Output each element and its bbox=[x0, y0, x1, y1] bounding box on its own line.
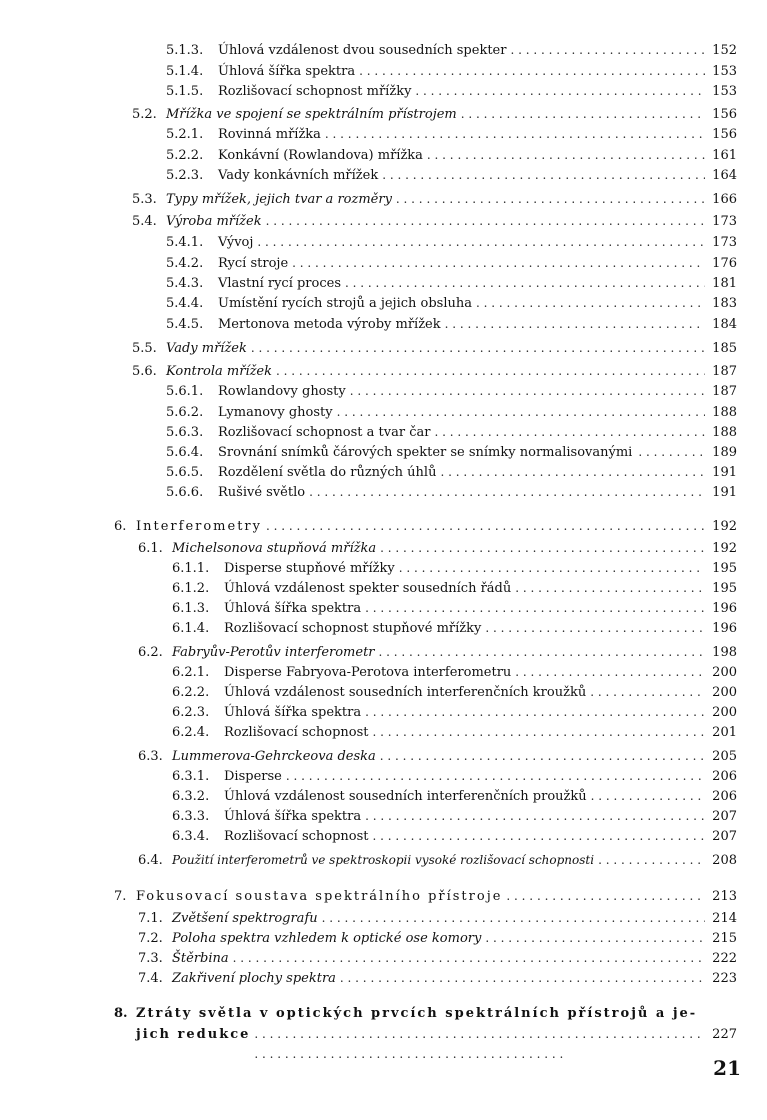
entry-number: 6.1.2. bbox=[172, 581, 210, 596]
toc-entry bbox=[166, 381, 737, 401]
leader-dots bbox=[399, 558, 705, 578]
leader-dots bbox=[445, 314, 705, 334]
entry-page: 183 bbox=[712, 296, 737, 311]
toc-chapter bbox=[114, 516, 737, 536]
entry-title: Vývoj bbox=[218, 235, 254, 250]
entry-page: 207 bbox=[712, 829, 737, 844]
entry-title: Použití interferometrů ve spektroskopii vysoké rozlišovací schopnosti bbox=[172, 853, 595, 867]
entry-number: 6.2.3. bbox=[172, 705, 210, 720]
entry-number: 5.4.4. bbox=[166, 296, 204, 311]
toc-entry bbox=[172, 662, 737, 682]
entry-title: Úhlová šířka spektra bbox=[218, 64, 356, 79]
entry-title: Mřížka ve spojení se spektrálním přístrojem bbox=[166, 107, 457, 122]
entry-number: 7.1. bbox=[138, 911, 163, 926]
leader-dots bbox=[598, 850, 705, 870]
entry-page: 196 bbox=[712, 601, 737, 616]
entry-title: Disperse Fabryova-Perotova interferometru bbox=[224, 665, 512, 680]
toc-entry bbox=[132, 361, 737, 381]
toc-entry bbox=[166, 145, 737, 165]
entry-title: Rowlandovy ghosty bbox=[218, 384, 346, 399]
entry-page: 188 bbox=[712, 405, 737, 420]
toc-entry bbox=[166, 462, 737, 482]
leader-dots bbox=[365, 702, 705, 722]
toc-entry bbox=[166, 442, 737, 462]
entry-title: Vady konkávních mřížek bbox=[218, 168, 379, 183]
entry-page: 213 bbox=[712, 889, 737, 904]
entry-title: Interferometry bbox=[136, 519, 262, 534]
entry-title: Vlastní rycí proces bbox=[218, 276, 341, 291]
chapter-8-line-2 bbox=[114, 1024, 737, 1064]
entry-number: 6.2.1. bbox=[172, 665, 210, 680]
entry-page: 164 bbox=[712, 168, 737, 183]
entry-title: Typy mřížek, jejich tvar a rozměry bbox=[166, 192, 392, 207]
leader-dots bbox=[251, 338, 705, 358]
entry-page: 195 bbox=[712, 561, 737, 576]
entry-number: 5.2.2. bbox=[166, 148, 204, 163]
leader-dots bbox=[233, 948, 705, 968]
leader-dots bbox=[382, 165, 705, 185]
page-number: 21 bbox=[713, 1056, 741, 1080]
leader-dots bbox=[276, 361, 705, 381]
toc-entry bbox=[166, 40, 737, 60]
leader-dots bbox=[254, 1024, 705, 1064]
entry-number: 6.2.2. bbox=[172, 685, 210, 700]
entry-page: 156 bbox=[712, 107, 737, 122]
entry-title: Lymanovy ghosty bbox=[218, 405, 333, 420]
entry-title: Konkávní (Rowlandova) mřížka bbox=[218, 148, 423, 163]
leader-dots bbox=[476, 293, 705, 313]
leader-dots bbox=[427, 145, 705, 165]
leader-dots bbox=[638, 442, 703, 462]
toc-entry bbox=[138, 928, 737, 948]
leader-dots bbox=[309, 482, 705, 502]
leader-dots bbox=[510, 40, 705, 60]
leader-dots bbox=[485, 618, 705, 638]
entry-number: 5.6.6. bbox=[166, 485, 204, 500]
toc-entry bbox=[166, 165, 737, 185]
entry-number: 6.1.1. bbox=[172, 561, 210, 576]
entry-number: 5.6.2. bbox=[166, 405, 204, 420]
entry-title: Vady mřížek bbox=[166, 341, 247, 356]
entry-page: 214 bbox=[712, 911, 737, 926]
entry-title: Výroba mřížek bbox=[166, 214, 262, 229]
leader-dots bbox=[380, 746, 705, 766]
entry-number: 5.3. bbox=[132, 192, 157, 207]
entry-title: Zvětšení spektrografu bbox=[172, 911, 318, 926]
entry-title: Rozlišovací schopnost stupňové mřížky bbox=[224, 621, 482, 636]
entry-number: 5.4. bbox=[132, 214, 157, 229]
entry-page: 206 bbox=[712, 789, 737, 804]
entry-page: 207 bbox=[712, 809, 737, 824]
toc-entry bbox=[172, 766, 737, 786]
leader-dots bbox=[340, 968, 705, 988]
leader-dots bbox=[359, 61, 705, 81]
leader-dots bbox=[461, 104, 705, 124]
entry-number: 5.6.4. bbox=[166, 445, 204, 460]
toc-entry bbox=[132, 104, 737, 124]
entry-title: Kontrola mřížek bbox=[166, 364, 272, 379]
leader-dots bbox=[350, 381, 705, 401]
entry-number: 5.6.5. bbox=[166, 465, 204, 480]
leader-dots bbox=[373, 826, 705, 846]
entry-number: 5.4.3. bbox=[166, 276, 204, 291]
entry-number: 5.6.3. bbox=[166, 425, 204, 440]
leader-dots bbox=[434, 422, 705, 442]
entry-page: 227 bbox=[712, 1027, 737, 1042]
toc-entry bbox=[166, 124, 737, 144]
entry-page: 215 bbox=[712, 931, 737, 946]
entry-page: 196 bbox=[712, 621, 737, 636]
entry-page: 184 bbox=[712, 317, 737, 332]
entry-number: 7.2. bbox=[138, 931, 163, 946]
toc-entry bbox=[166, 232, 737, 252]
entry-title: Úhlová vzdálenost sousedních interferenčních proužků bbox=[224, 789, 587, 804]
entry-number: 6.4. bbox=[138, 853, 163, 868]
entry-page: 173 bbox=[712, 214, 737, 229]
leader-dots bbox=[380, 538, 705, 558]
toc-entry bbox=[166, 81, 737, 101]
entry-number: 6.1.3. bbox=[172, 601, 210, 616]
leader-dots bbox=[337, 402, 705, 422]
entry-title: Poloha spektra vzhledem k optické ose komory bbox=[172, 931, 482, 946]
leader-dots bbox=[506, 886, 705, 906]
leader-dots bbox=[515, 662, 705, 682]
entry-page: 198 bbox=[712, 645, 737, 660]
toc-entry bbox=[132, 338, 737, 358]
toc-entry bbox=[166, 293, 737, 313]
toc-entry bbox=[172, 578, 737, 598]
entry-title: Rozdělení světla do různých úhlů bbox=[218, 465, 437, 480]
leader-dots bbox=[485, 928, 705, 948]
leader-dots bbox=[266, 516, 705, 536]
entry-title: Rozlišovací schopnost mřížky bbox=[218, 84, 412, 99]
entry-page: 187 bbox=[712, 384, 737, 399]
entry-title: Umístění rycích strojů a jejich obsluha bbox=[218, 296, 473, 311]
toc-entry bbox=[172, 598, 737, 618]
toc-entry bbox=[166, 273, 737, 293]
entry-title: Disperse stupňové mřížky bbox=[224, 561, 395, 576]
entry-number: 6.1. bbox=[138, 541, 163, 556]
toc-entry bbox=[138, 850, 737, 870]
entry-page: 200 bbox=[712, 705, 737, 720]
entry-number: 6.2.4. bbox=[172, 725, 210, 740]
entry-number: 5.6.1. bbox=[166, 384, 204, 399]
toc-entry bbox=[132, 211, 737, 231]
toc-entry bbox=[172, 702, 737, 722]
entry-title: Úhlová vzdálenost dvou sousedních spekter bbox=[218, 43, 507, 58]
entry-title: Disperse bbox=[224, 769, 282, 784]
entry-number: 7.3. bbox=[138, 951, 163, 966]
entry-title: Rovinná mřížka bbox=[218, 127, 321, 142]
toc-entry bbox=[172, 722, 737, 742]
entry-title: Úhlová šířka spektra bbox=[224, 601, 362, 616]
toc-entry bbox=[172, 682, 737, 702]
entry-page: 205 bbox=[712, 749, 737, 764]
toc-entry bbox=[138, 908, 737, 928]
entry-number: 5.2.3. bbox=[166, 168, 204, 183]
entry-page: 208 bbox=[712, 853, 737, 868]
entry-page: 192 bbox=[712, 519, 737, 534]
entry-title: Fabryův-Perotův interferometr bbox=[172, 645, 375, 660]
leader-dots bbox=[591, 786, 705, 806]
entry-title: Úhlová šířka spektra bbox=[224, 809, 362, 824]
entry-page: 201 bbox=[712, 725, 737, 740]
toc-entry bbox=[172, 826, 737, 846]
entry-title: Michelsonova stupňová mřížka bbox=[172, 541, 377, 556]
entry-title: Srovnání snímků čárových spekter se snímky normalisovanými bbox=[218, 445, 633, 460]
toc-entry bbox=[138, 948, 737, 968]
entry-number: 5.1.5. bbox=[166, 84, 204, 99]
toc-entry bbox=[166, 402, 737, 422]
toc-entry bbox=[138, 642, 737, 662]
entry-title: Štěrbina bbox=[172, 951, 229, 966]
entry-page: 189 bbox=[712, 445, 737, 460]
leader-dots bbox=[257, 232, 705, 252]
entry-page: 192 bbox=[712, 541, 737, 556]
entry-page: 223 bbox=[712, 971, 737, 986]
leader-dots bbox=[440, 462, 705, 482]
entry-page: 206 bbox=[712, 769, 737, 784]
entry-page: 191 bbox=[712, 465, 737, 480]
entry-page: 191 bbox=[712, 485, 737, 500]
entry-number: 7. bbox=[114, 889, 127, 904]
entry-title: Rozlišovací schopnost a tvar čar bbox=[218, 425, 431, 440]
entry-number: 5.4.5. bbox=[166, 317, 204, 332]
toc-chapter bbox=[114, 1004, 737, 1064]
entry-page: 153 bbox=[712, 64, 737, 79]
entry-title-line-2: jich redukce bbox=[136, 1027, 251, 1042]
entry-number: 5.2. bbox=[132, 107, 157, 122]
leader-dots bbox=[379, 642, 705, 662]
entry-number: 8. bbox=[114, 1006, 128, 1021]
chapter-8-line-1 bbox=[114, 1004, 737, 1024]
entry-title: Úhlová šířka spektra bbox=[224, 705, 362, 720]
toc-entry bbox=[166, 314, 737, 334]
leader-dots bbox=[415, 81, 705, 101]
entry-number: 6.3. bbox=[138, 749, 163, 764]
leader-dots bbox=[325, 124, 705, 144]
entry-number: 5.2.1. bbox=[166, 127, 204, 142]
entry-page: 176 bbox=[712, 256, 737, 271]
toc-entry bbox=[166, 482, 737, 502]
leader-dots bbox=[345, 273, 705, 293]
entry-page: 200 bbox=[712, 665, 737, 680]
toc-entry bbox=[172, 558, 737, 578]
entry-title: Rozlišovací schopnost bbox=[224, 829, 369, 844]
toc-entry bbox=[132, 189, 737, 209]
entry-number: 6. bbox=[114, 519, 127, 534]
entry-number: 6.3.1. bbox=[172, 769, 210, 784]
toc-entry bbox=[172, 806, 737, 826]
entry-page: 188 bbox=[712, 425, 737, 440]
toc-entry bbox=[172, 618, 737, 638]
entry-title: Rycí stroje bbox=[218, 256, 289, 271]
entry-page: 187 bbox=[712, 364, 737, 379]
entry-number: 5.5. bbox=[132, 341, 157, 356]
toc-entry bbox=[166, 422, 737, 442]
entry-page: 153 bbox=[712, 84, 737, 99]
entry-number: 5.1.3. bbox=[166, 43, 204, 58]
entry-page: 161 bbox=[712, 148, 737, 163]
entry-number: 6.3.3. bbox=[172, 809, 210, 824]
entry-page: 166 bbox=[712, 192, 737, 207]
entry-page: 222 bbox=[712, 951, 737, 966]
leader-dots bbox=[396, 189, 705, 209]
entry-number: 5.4.1. bbox=[166, 235, 204, 250]
entry-page: 200 bbox=[712, 685, 737, 700]
toc-entry bbox=[138, 968, 737, 988]
entry-number: 5.6. bbox=[132, 364, 157, 379]
entry-title: Mertonova metoda výroby mřížek bbox=[218, 317, 441, 332]
entry-title: Lummerova-Gehrckeova deska bbox=[172, 749, 376, 764]
leader-dots bbox=[373, 722, 705, 742]
entry-title: Fokusovací soustava spektrálního přístroje bbox=[136, 889, 503, 904]
leader-dots bbox=[266, 211, 705, 231]
leader-dots bbox=[322, 908, 705, 928]
entry-number: 6.2. bbox=[138, 645, 163, 660]
leader-dots bbox=[515, 578, 705, 598]
leader-dots bbox=[292, 253, 705, 273]
entry-number: 5.1.4. bbox=[166, 64, 204, 79]
toc-entry bbox=[138, 538, 737, 558]
entry-page: 152 bbox=[712, 43, 737, 58]
leader-dots bbox=[365, 598, 705, 618]
entry-title: Zakřivení plochy spektra bbox=[172, 971, 336, 986]
toc-entry bbox=[166, 61, 737, 81]
entry-title: Rozlišovací schopnost bbox=[224, 725, 369, 740]
entry-page: 156 bbox=[712, 127, 737, 142]
entry-number: 6.3.2. bbox=[172, 789, 210, 804]
entry-number: 6.3.4. bbox=[172, 829, 210, 844]
entry-number: 7.4. bbox=[138, 971, 163, 986]
entry-number: 6.1.4. bbox=[172, 621, 210, 636]
leader-dots bbox=[365, 806, 705, 826]
entry-page: 181 bbox=[712, 276, 737, 291]
entry-page: 173 bbox=[712, 235, 737, 250]
leader-dots bbox=[590, 682, 705, 702]
toc-chapter bbox=[114, 886, 737, 906]
toc-entry bbox=[172, 786, 737, 806]
entry-title: Úhlová vzdálenost spekter sousedních řádů bbox=[224, 581, 512, 596]
entry-title-line-1: Ztráty světla v optických prvcích spektrálních přístrojů a je- bbox=[136, 1006, 698, 1021]
entry-number: 5.4.2. bbox=[166, 256, 204, 271]
entry-page: 185 bbox=[712, 341, 737, 356]
entry-title: Rušivé světlo bbox=[218, 485, 306, 500]
toc-entry bbox=[166, 253, 737, 273]
entry-page: 195 bbox=[712, 581, 737, 596]
toc-entry bbox=[138, 746, 737, 766]
leader-dots bbox=[286, 766, 705, 786]
entry-title: Úhlová vzdálenost sousedních interferenčních kroužků bbox=[224, 685, 587, 700]
